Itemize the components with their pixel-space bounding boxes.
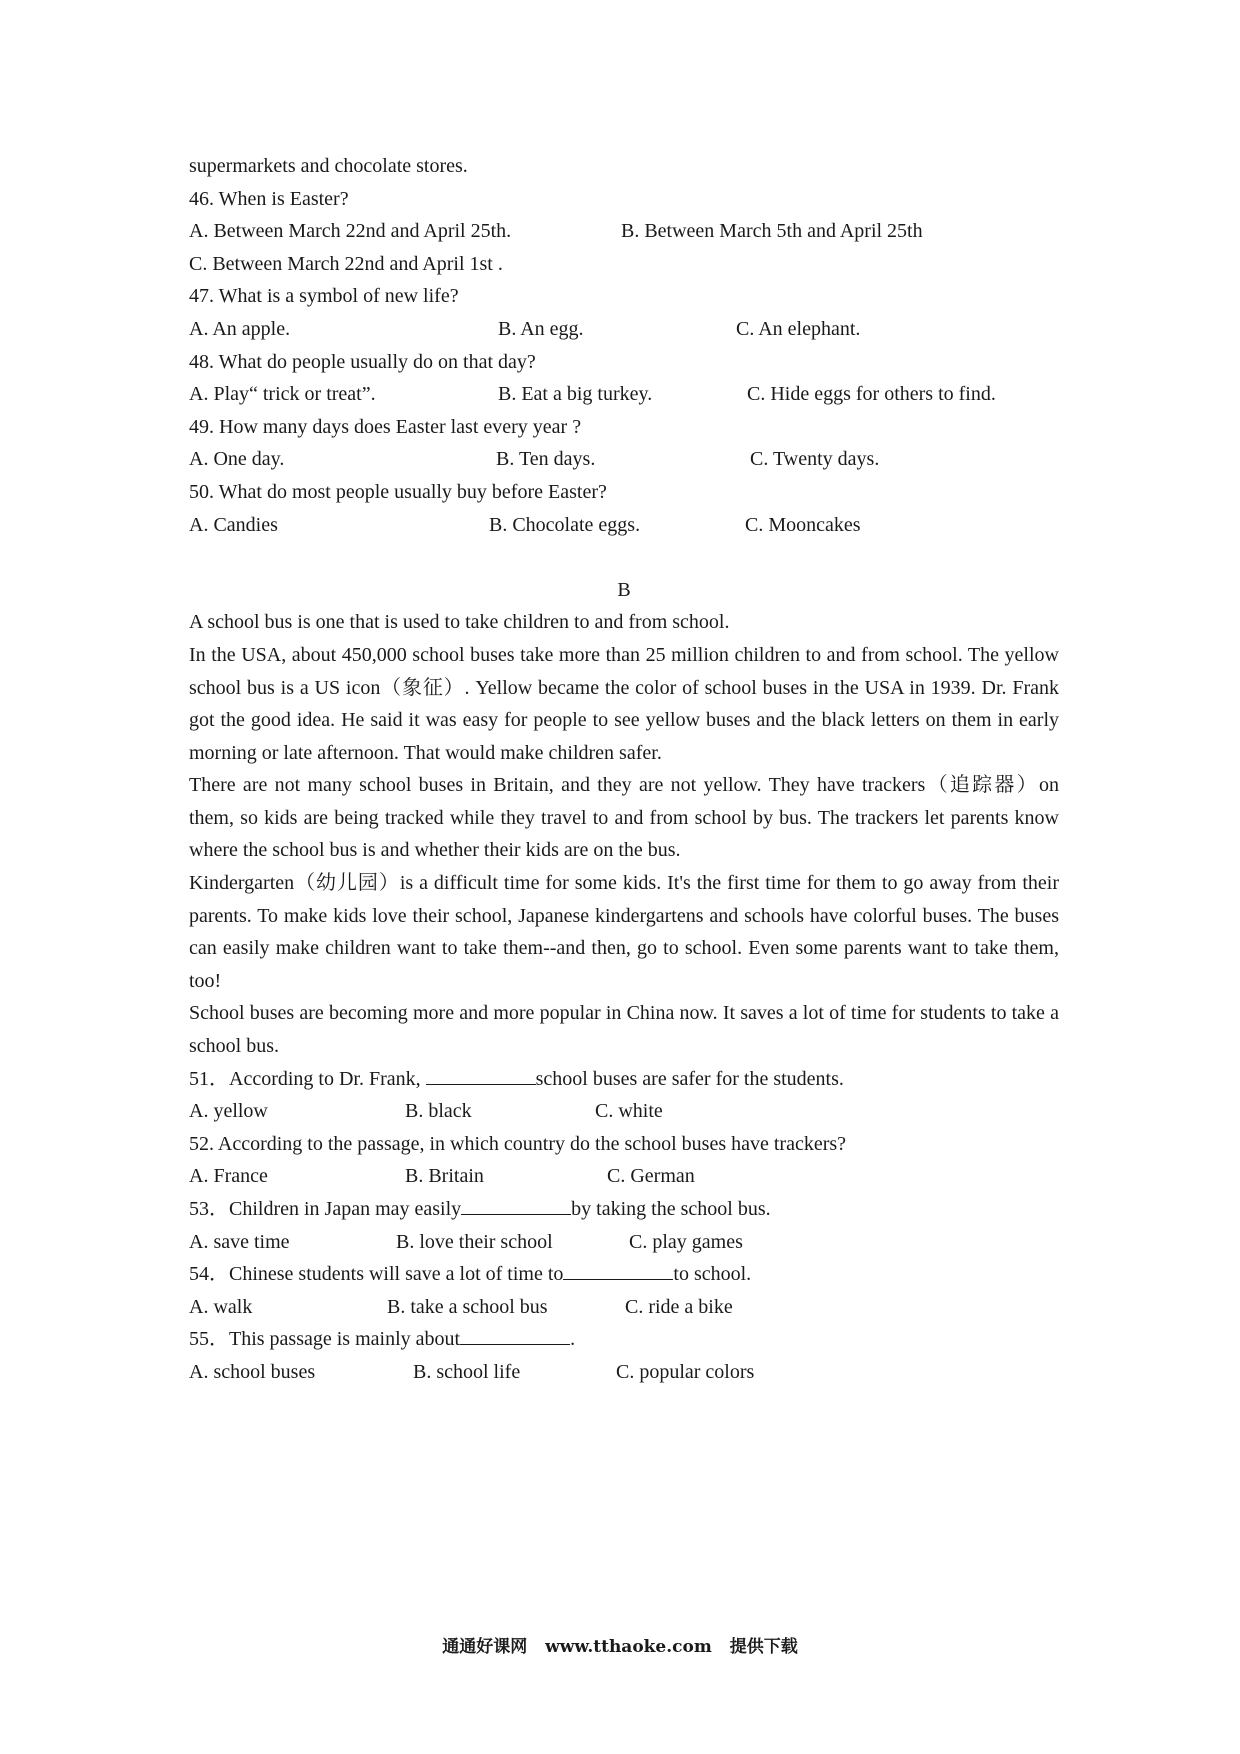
option-a: A. One day. bbox=[189, 448, 285, 471]
option-c: C. white bbox=[595, 1100, 663, 1123]
question-52: 52. According to the passage, in which country do the school buses have trackers? bbox=[189, 1132, 847, 1155]
question-53 bbox=[189, 1193, 1059, 1226]
question-53-text-before: 53．Children in Japan may easily bbox=[189, 1198, 462, 1220]
option-a: A. Candies bbox=[189, 513, 278, 536]
question-49: 49. How many days does Easter last every year ? bbox=[189, 415, 582, 438]
option-a: A. France bbox=[189, 1165, 268, 1188]
passage-paragraph-2: In the USA, about 450,000 school buses take more than 25 million children to and from school. The yellow school bus is a US icon（象征）. Yellow became the color of school buses in the USA in 1939. Dr. Frank got the good idea. He said it was easy for people to see yellow buses and the black letters on them in early morning or late afternoon. That would make children safer. bbox=[189, 643, 1059, 764]
question-51-options bbox=[189, 1095, 1059, 1128]
question-53-options bbox=[189, 1226, 1059, 1259]
option-a: A. Between March 22nd and April 25th. bbox=[189, 220, 512, 243]
question-47: 47. What is a symbol of new life? bbox=[189, 285, 459, 308]
passage-paragraph-4: Kindergarten（幼儿园）is a difficult time for some kids. It's the first time for them to go away from their parents. To make kids love their school, Japanese kindergartens and schools have colorful buses. The buses can easily make children want to take them--and then, go to school. Even some parents want to take them, too! bbox=[189, 872, 1059, 992]
option-a: A. yellow bbox=[189, 1100, 268, 1123]
question-46: 46. When is Easter? bbox=[189, 187, 349, 210]
page-content bbox=[189, 150, 1059, 1389]
question-46-options-ab bbox=[189, 215, 1059, 248]
section-b-heading: B bbox=[617, 578, 631, 601]
option-b: B. Britain bbox=[405, 1165, 484, 1188]
option-b: B. school life bbox=[413, 1360, 521, 1383]
option-c: C. ride a bike bbox=[625, 1295, 733, 1318]
question-54 bbox=[189, 1258, 1059, 1291]
option-b: B. Ten days. bbox=[496, 448, 596, 471]
option-c: C. Hide eggs for others to find. bbox=[747, 383, 996, 406]
option-c: C. play games bbox=[629, 1230, 743, 1253]
question-49-options bbox=[189, 443, 1059, 476]
option-a: A. An apple. bbox=[189, 317, 291, 340]
question-55-text-after: . bbox=[570, 1328, 576, 1351]
option-a: A. save time bbox=[189, 1230, 290, 1253]
option-b: B. take a school bus bbox=[387, 1295, 548, 1318]
question-54-text-after: to school. bbox=[673, 1263, 752, 1286]
answer-blank bbox=[460, 1324, 570, 1345]
footer-site-name: 通通好课网 bbox=[442, 1637, 528, 1657]
answer-blank bbox=[563, 1259, 673, 1280]
question-47-options bbox=[189, 313, 1059, 346]
option-c: C. Mooncakes bbox=[745, 513, 861, 536]
option-c: C. German bbox=[607, 1165, 695, 1188]
passage-paragraph-3: There are not many school buses in Britain, and they are not yellow. They have trackers（追踪器）on them, so kids are being tracked while they travel to and from school by bus. The trackers let parents know where the school bus is and whether their kids are on the bus. bbox=[189, 774, 1059, 862]
answer-blank bbox=[426, 1064, 536, 1085]
passage-paragraph-5: School buses are becoming more and more popular in China now. It saves a lot of time for students to take a school bus. bbox=[189, 1002, 1059, 1058]
option-a: A. school buses bbox=[189, 1360, 316, 1383]
question-53-text-after: by taking the school bus. bbox=[571, 1198, 771, 1220]
option-b: B. Eat a big turkey. bbox=[498, 383, 653, 406]
page-footer bbox=[0, 1632, 1240, 1657]
option-b: B. Chocolate eggs. bbox=[489, 513, 641, 536]
option-b: B. love their school bbox=[396, 1230, 553, 1253]
question-51 bbox=[189, 1063, 1059, 1096]
question-50-options bbox=[189, 509, 1059, 542]
question-48: 48. What do people usually do on that day? bbox=[189, 350, 536, 373]
option-c: C. popular colors bbox=[616, 1360, 755, 1383]
footer-url: www.tthaoke.com bbox=[545, 1637, 712, 1657]
question-51-text-after: school buses are safer for the students. bbox=[535, 1067, 844, 1090]
option-c: C. Twenty days. bbox=[750, 448, 880, 471]
option-b: B. black bbox=[405, 1100, 472, 1123]
intro-tail: supermarkets and chocolate stores. bbox=[189, 155, 468, 177]
option-a: A. Play“ trick or treat”. bbox=[189, 383, 376, 406]
option-b: B. Between March 5th and April 25th bbox=[621, 220, 923, 243]
option-b: B. An egg. bbox=[498, 317, 584, 340]
footer-download-text: 提供下载 bbox=[729, 1637, 798, 1657]
spacer bbox=[189, 541, 1059, 574]
question-46-option-c: C. Between March 22nd and April 1st . bbox=[189, 252, 503, 275]
passage-paragraph-1: A school bus is one that is used to take children to and from school. bbox=[189, 611, 730, 634]
question-55-text-before: 55．This passage is mainly about bbox=[189, 1328, 461, 1351]
option-a: A. walk bbox=[189, 1295, 253, 1318]
question-54-text-before: 54．Chinese students will save a lot of time to bbox=[189, 1263, 564, 1286]
question-51-text-before: 51．According to Dr. Frank, bbox=[189, 1067, 426, 1090]
question-54-options bbox=[189, 1291, 1059, 1324]
answer-blank bbox=[461, 1194, 571, 1215]
question-48-options bbox=[189, 378, 1059, 411]
question-52-options bbox=[189, 1160, 1059, 1193]
question-55 bbox=[189, 1323, 1059, 1356]
option-c: C. An elephant. bbox=[736, 317, 861, 340]
question-55-options bbox=[189, 1356, 1059, 1389]
question-50: 50. What do most people usually buy before Easter? bbox=[189, 480, 607, 503]
